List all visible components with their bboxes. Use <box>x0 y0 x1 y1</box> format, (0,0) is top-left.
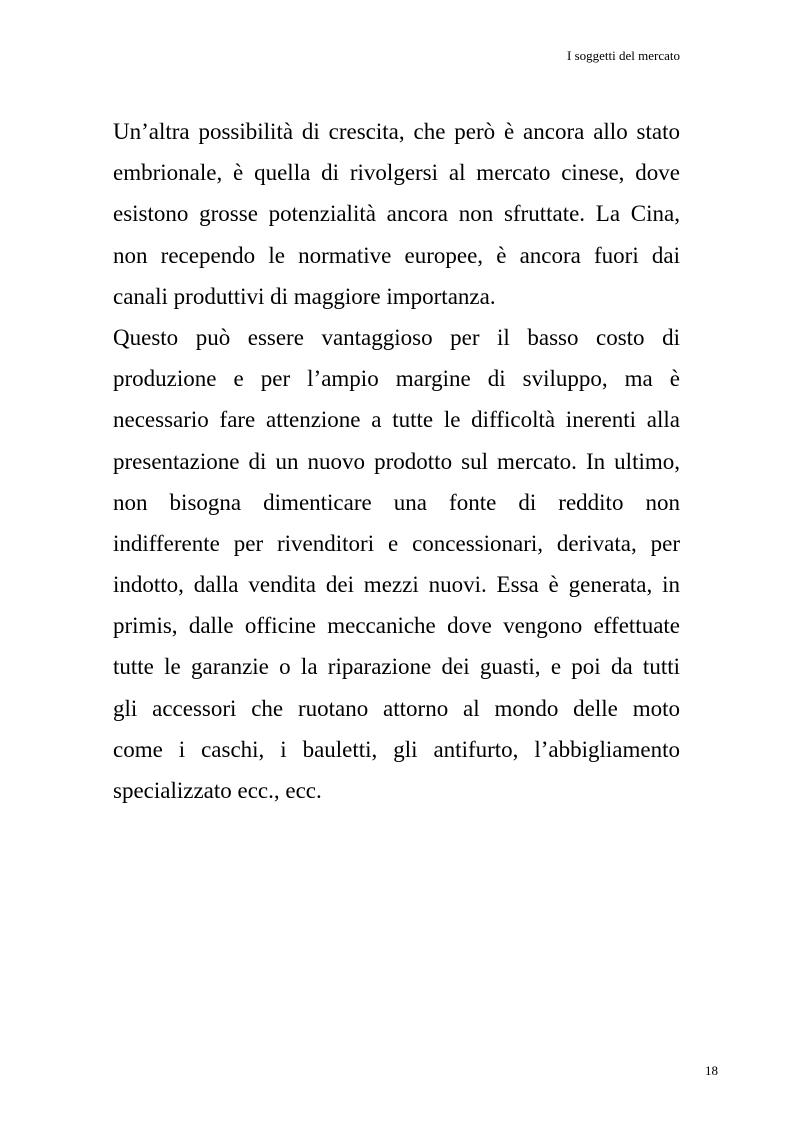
page-number: 18 <box>705 1063 718 1078</box>
text-line: necessario fare attenzione a tutte le difficoltà inerenti alla <box>113 407 680 433</box>
text-line: canali produttivi di maggiore importanza. <box>113 283 496 309</box>
text-line: specializzato ecc., ecc. <box>113 778 322 803</box>
text-line: primis, dalle officine meccaniche dove vengono effettuate <box>113 613 680 639</box>
body-text <box>113 111 680 811</box>
text-line: indifferente per rivenditori e concessionari, derivata, per <box>113 530 680 556</box>
text-line: gli accessori che ruotano attorno al mondo delle moto <box>113 695 680 721</box>
text-line: Questo può essere vantaggioso per il basso costo di <box>113 324 680 350</box>
text-line: tutte le garanzie o la riparazione dei guasti, e poi da tutti <box>113 654 680 680</box>
text-line: esistono grosse potenzialità ancora non sfruttate. La Cina, <box>113 201 680 227</box>
text-line: non bisogna dimenticare una fonte di reddito non <box>113 489 680 515</box>
text-line: embrionale, è quella di rivolgersi al mercato cinese, dove <box>113 160 680 186</box>
running-header: I soggetti del mercato <box>567 48 680 63</box>
text-line: non recependo le normative europee, è ancora fuori dai <box>113 242 680 268</box>
text-line: come i caschi, i bauletti, gli antifurto, l’abbigliamento <box>113 736 680 762</box>
text-line: indotto, dalla vendita dei mezzi nuovi. Essa è generata, in <box>113 572 680 598</box>
text-line: Un’altra possibilità di crescita, che però è ancora allo stato <box>113 119 680 144</box>
text-line: produzione e per l’ampio margine di sviluppo, ma è <box>113 366 680 392</box>
text-line: presentazione di un nuovo prodotto sul mercato. In ultimo, <box>113 448 680 474</box>
